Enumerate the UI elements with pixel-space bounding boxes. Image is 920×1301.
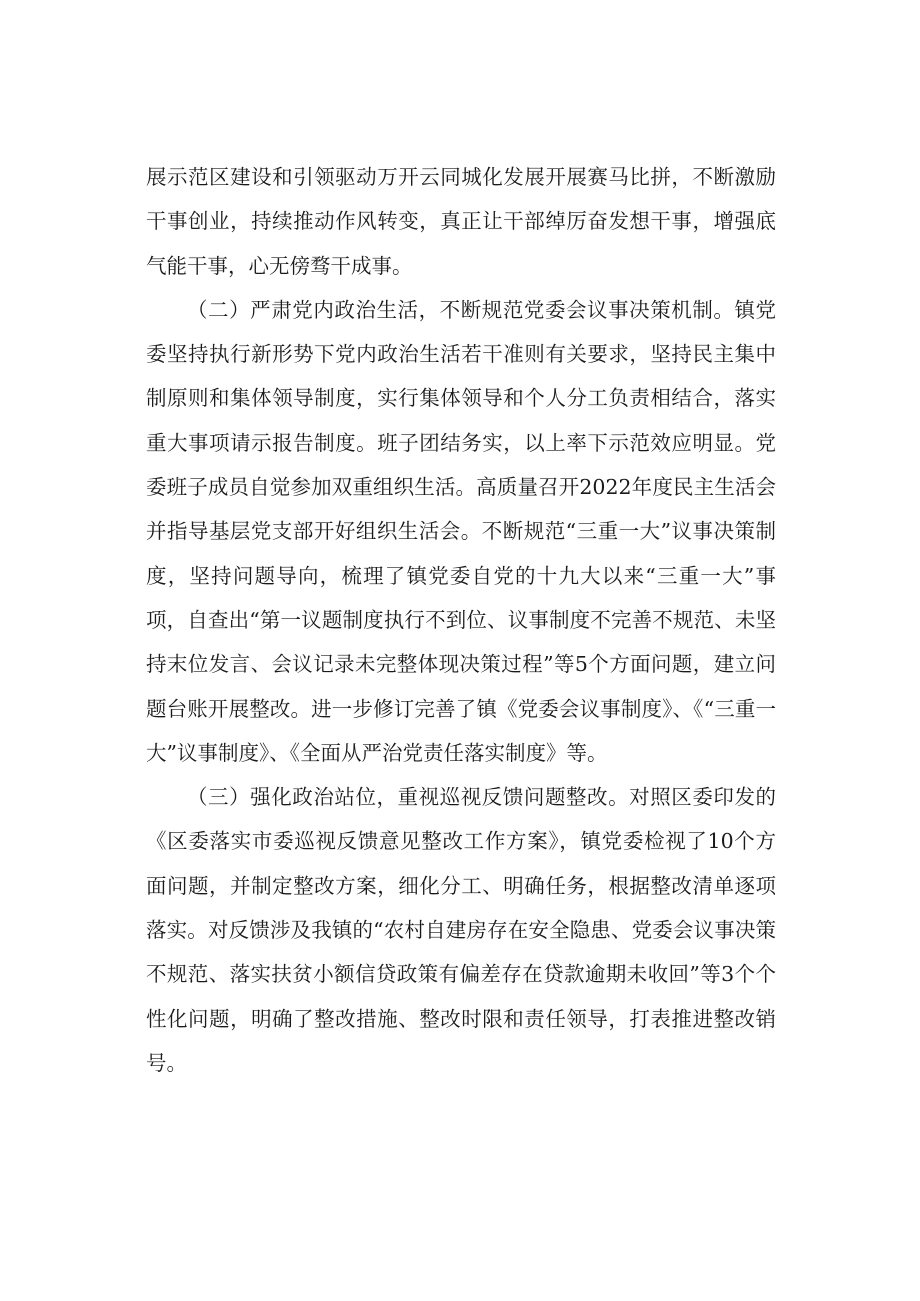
- document-body: [146, 155, 776, 1085]
- paragraph-continuation: 展示范区建设和引领驱动万开云同城化发展开展赛马比拼，不断激励干事创业，持续推动作风转变，真正让干部绰厉奋发想干事，增强底气能干事，心无傍骛干成事。: [146, 165, 776, 278]
- paragraph-section-two: （二）严肃党内政治生活，不断规范党委会议事决策机制。镇党委坚持执行新形势下党内政治生活若干准则有关要求，坚持民主集中制原则和集体领导制度，实行集体领导和个人分工负责相结合，落实重大事项请示报告制度。班子团结务实，以上率下示范效应明显。党委班子成员自觉参加双重组织生活。高质量召开2022年度民主生活会并指导基层党支部开好组织生活会。不断规范“三重一大”议事决策制度，坚持问题导向，梳理了镇党委自党的十九大以来“三重一大”事项，自查出“第一议题制度执行不到位、议事制度不完善不规范、未坚持末位发言、会议记录未完整体现决策过程”等5个方面问题，建立问题台账开展整改。进一步修订完善了镇《党委会议事制度》、《“三重一大”议事制度》、《全面从严治党责任落实制度》等。: [146, 297, 776, 765]
- paragraph-section-three: （三）强化政治站位，重视巡视反馈问题整改。对照区委印发的《区委落实市委巡视反馈意见整改工作方案》，镇党委检视了10个方面问题，并制定整改方案，细化分工、明确任务，根据整改清单逐项落实。对反馈涉及我镇的“农村自建房存在安全隐患、党委会议事决策不规范、落实扶贫小额信贷政策有偏差存在贷款逾期未收回”等3个个性化问题，明确了整改措施、整改时限和责任领导，打表推进整改销号。: [146, 785, 776, 1075]
